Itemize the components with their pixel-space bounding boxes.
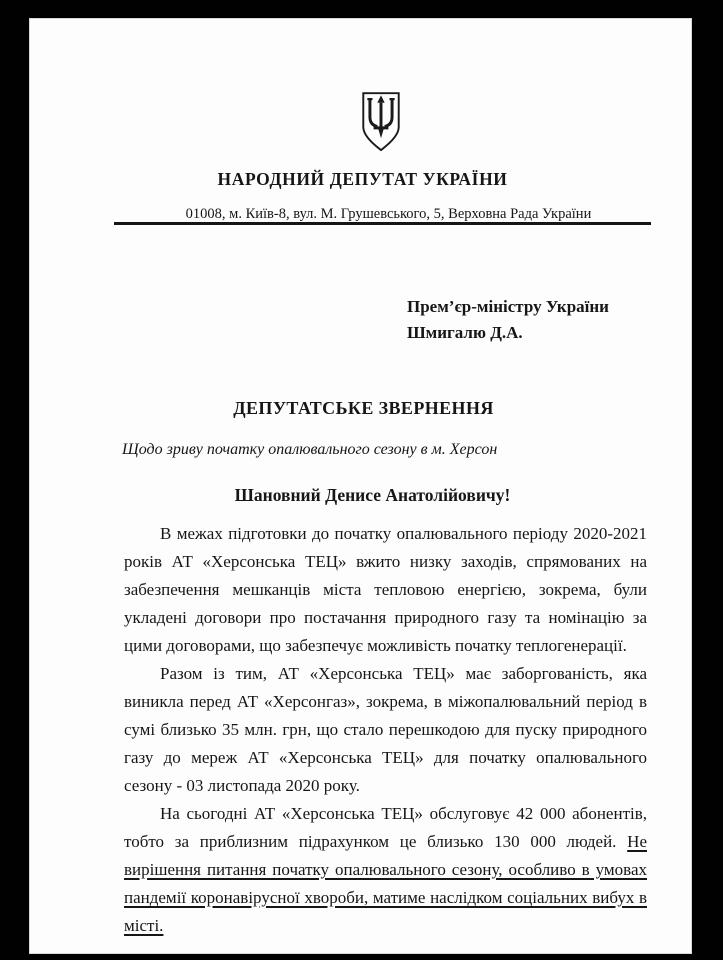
letterhead-address: 01008, м. Київ-8, вул. М. Грушевського, 5, Верховна Рада України [185, 206, 592, 222]
body-paragraph-2: Разом із тим, АТ «Херсонська ТЕЦ» має заборгованість, яка виникла перед АТ «Херсонгаз», зокрема, в міжопалювальний період в сумі близько 35 млн. грн, що стало перешкодою для пуску природного газу до мереж АТ «Херсонська ТЕЦ» для початку опалювального сезону - 03 листопада 2020 року. [124, 664, 647, 795]
body-paragraph-3 [124, 800, 647, 940]
addressee-block [407, 294, 609, 346]
letterhead-title: НАРОДНИЙ ДЕПУТАТ УКРАЇНИ [217, 169, 508, 189]
document-heading: ДЕПУТАТСЬКЕ ЗВЕРНЕННЯ [233, 398, 494, 418]
addressee-name: Шмигалю Д.А. [407, 323, 523, 342]
body-paragraph-3-underlined: Не вирішення питання початку опалювального сезону, особливо в умовах пандемії коронавірусної хвороби, матиме наслідком соціальних вибух в місті. [124, 832, 647, 935]
ukraine-trident-icon [358, 91, 403, 153]
letter-page [29, 18, 692, 954]
addressee-position: Прем’єр-міністру України [407, 297, 609, 316]
salutation: Шановний Денисе Анатолійовичу! [234, 485, 511, 505]
body-paragraph-1: В межах підготовки до початку опалювального періоду 2020-2021 років АТ «Херсонська ТЕЦ» вжито низку заходів, спрямованих на забезпечення мешканців міста тепловою енергією, зокрема, були укладені договори про постачання природного газу та номінацію за цими договорами, що забезпечує можливість початку теплогенерації. [124, 524, 647, 655]
letterhead-divider [114, 222, 651, 225]
subject-line: Щодо зриву початку опалювального сезону в м. Херсон [122, 441, 498, 458]
letter-body [124, 520, 647, 940]
body-paragraph-3-plain: На сьогодні АТ «Херсонська ТЕЦ» обслуговує 42 000 абонентів, тобто за приблизним підрахунком це близько 130 000 людей. [124, 804, 647, 851]
